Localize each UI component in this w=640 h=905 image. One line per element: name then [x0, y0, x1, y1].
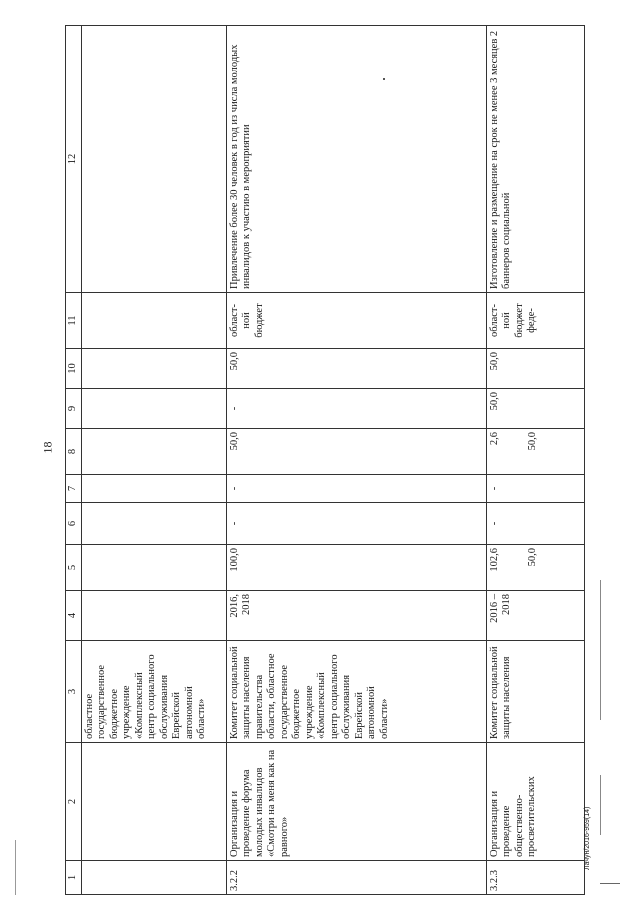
header-cell: 5	[66, 545, 82, 591]
cell-col8: 50,0	[226, 429, 486, 475]
header-cell: 7	[66, 475, 82, 503]
cell-col6	[81, 503, 226, 545]
cell-total: 100,0	[226, 545, 486, 591]
margin-line	[15, 840, 16, 895]
cell-col9: -	[226, 389, 486, 429]
cell-executor: Комитет социальной защиты населения правительства области, областное государственное бюджетное учреждение «Комплексный центр социального обслуживания Еврейской автономной области»	[226, 641, 486, 743]
cell-col8-main: 2,6	[488, 432, 500, 446]
margin-line	[600, 580, 601, 720]
cell-col6: -	[486, 503, 585, 545]
cell-total	[81, 545, 226, 591]
program-table	[65, 25, 585, 895]
cell-col8	[81, 429, 226, 475]
cell-col8	[486, 429, 585, 475]
margin-line	[600, 883, 620, 884]
cell-total	[486, 545, 585, 591]
header-cell: 1	[66, 861, 82, 895]
cell-col10: 50,0	[226, 349, 486, 389]
header-cell: 10	[66, 349, 82, 389]
cell-years: 2016, 2018	[226, 591, 486, 641]
header-cell: 9	[66, 389, 82, 429]
cell-years: 2016 – 2018	[486, 591, 585, 641]
rotated-table-sheet	[65, 25, 585, 895]
cell-activity: Организация и проведение общественно-просветительских	[486, 743, 585, 861]
cell-result: Привлечение более 30 человек в год из числа молодых инвалидов к участию в мероприятии	[226, 26, 486, 293]
cell-result: Изготовление и размещение на срок не менее 3 месяцев 2 баннеров социальной	[486, 26, 585, 293]
cell-executor: Комитет социальной защиты населения	[486, 641, 585, 743]
margin-line	[600, 775, 601, 835]
cell-col8-sub: 50,0	[527, 432, 538, 451]
cell-source	[81, 293, 226, 349]
header-cell: 12	[66, 26, 82, 293]
cell-number	[81, 861, 226, 895]
cell-number: 3.2.3	[486, 861, 585, 895]
cell-executor: областное государственное бюджетное учреждение «Комплексный центр социального обслуживания Еврейской автономной области»	[81, 641, 226, 743]
cell-col9: 50,0	[486, 389, 585, 429]
dot-mark	[383, 78, 385, 80]
cell-years	[81, 591, 226, 641]
cell-source: област-ной бюджет феде-	[486, 293, 585, 349]
cell-col10	[81, 349, 226, 389]
table-row	[81, 26, 226, 895]
cell-col7: -	[226, 475, 486, 503]
page-number: 18	[40, 441, 55, 454]
cell-total-sub: 50,0	[527, 548, 538, 567]
table-row	[486, 26, 585, 895]
cell-col7	[81, 475, 226, 503]
cell-total-main: 102,6	[488, 548, 500, 572]
header-cell: 3	[66, 641, 82, 743]
cell-col10: 50,0	[486, 349, 585, 389]
header-cell: 11	[66, 293, 82, 349]
cell-result	[81, 26, 226, 293]
cell-col9	[81, 389, 226, 429]
cell-col6: -	[226, 503, 486, 545]
header-cell: 6	[66, 503, 82, 545]
header-cell: 8	[66, 429, 82, 475]
cell-number: 3.2.2	[226, 861, 486, 895]
cell-activity	[81, 743, 226, 861]
header-cell: 4	[66, 591, 82, 641]
header-cell: 2	[66, 743, 82, 861]
cell-source: област-ной бюджет	[226, 293, 486, 349]
document-code: Лачун/2016-959(14)	[584, 806, 591, 870]
cell-col7: -	[486, 475, 585, 503]
header-row	[66, 26, 82, 895]
table-row	[226, 26, 486, 895]
cell-activity: Организация и проведение форума молодых инвалидов «Смотри на меня как на равного»	[226, 743, 486, 861]
